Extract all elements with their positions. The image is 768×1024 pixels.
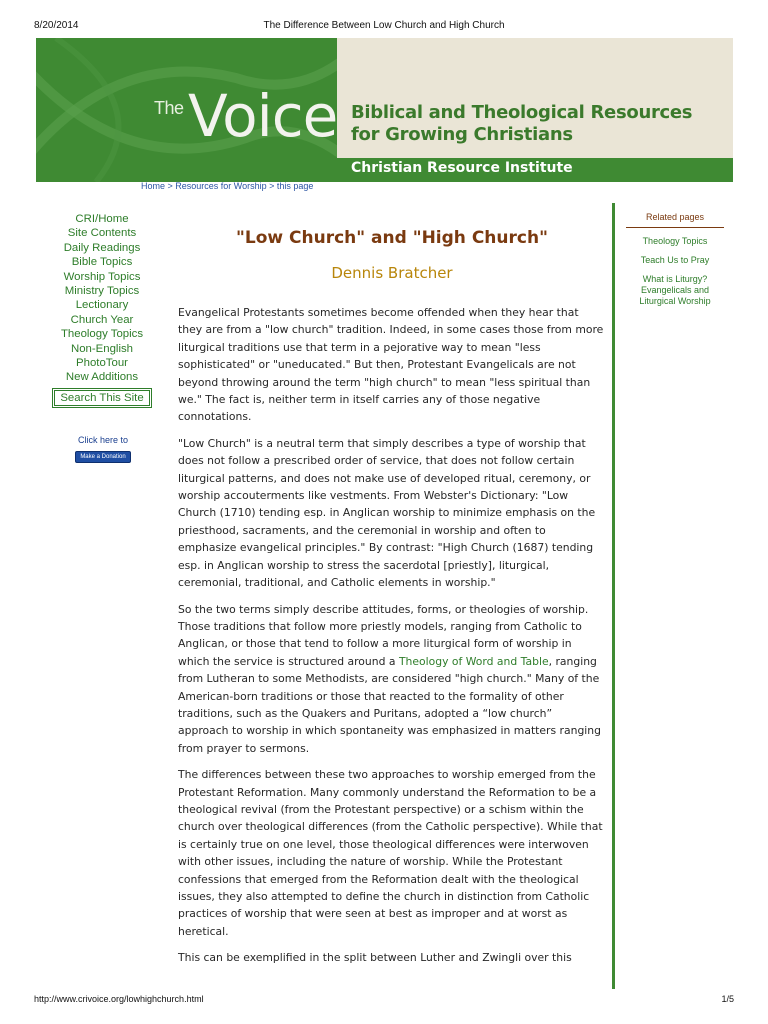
nav-item-lectionary[interactable]: Lectionary [75, 299, 129, 312]
donate-click-label[interactable]: Click here to [77, 435, 129, 445]
paragraph-3 [178, 601, 606, 758]
related-link-what-is-liturgy[interactable]: What is Liturgy? Evangelicals and Liturgical Worship [639, 274, 711, 306]
theology-word-table-link[interactable]: Theology of Word and Table [398, 654, 549, 668]
site-banner[interactable] [36, 38, 733, 182]
nav-item-ministry-topics[interactable]: Ministry Topics [64, 285, 140, 298]
print-date: 8/20/2014 [34, 20, 79, 31]
nav-item-bible-topics[interactable]: Bible Topics [71, 256, 133, 269]
related-link-teach-us-to-pray[interactable]: Teach Us to Pray [640, 255, 710, 265]
paragraph-3-end: , ranging from Lutheran to some Methodists, are considered "high church." Many of the American-born traditions or those that reacted to the formality of other traditions, such as the Quakers and Puritans, adopted a “low church” approach to worship in which spontaneity was emphasized in matters ranging from prayer to sermons. [178, 654, 601, 755]
paragraph-5: This can be exemplified in the split between Luther and Zwingli over this [178, 951, 572, 965]
breadcrumb-text[interactable]: Home > Resources for Worship > this page [141, 181, 314, 191]
print-page-number: 1/5 [721, 994, 734, 1004]
related-link-theology-topics[interactable]: Theology Topics [642, 236, 708, 246]
print-doc-title: The Difference Between Low Church and High Church [263, 20, 505, 31]
logo-the: The [154, 98, 184, 118]
nav-item-daily-readings[interactable]: Daily Readings [63, 241, 141, 254]
search-site-label: Search This Site [54, 390, 149, 406]
left-navigation [48, 212, 156, 408]
breadcrumb[interactable] [141, 181, 313, 191]
institute-bar [337, 158, 733, 182]
related-heading: Related pages [626, 212, 724, 228]
banner-logo-panel [36, 38, 337, 182]
nav-item-non-english[interactable]: Non-English [70, 342, 134, 355]
print-url: http://www.crivoice.org/lowhighchurch.html [34, 994, 204, 1004]
nav-item-theology-topics[interactable]: Theology Topics [60, 328, 144, 341]
paragraph-2: "Low Church" is a neutral term that simply describes a type of worship that does not follow a prescribed order of service, that does not follow certain liturgical patterns, and does not make use of developed ritual, ceremony, or worship accouterments like vestments. From Webster's Dictionary: "Low Church (1710) tending esp. in Anglican worship to minimize emphasis on the priesthood, sacraments, and the ceremonial in worship and often to emphasize evangelical principles." By contrast: "High Church (1687) tending esp. in Anglican worship to stress the sacerdotal [priestly], liturgical, ceremonial, traditional, and Catholic elements in worship." [178, 436, 596, 590]
nav-item-site-contents[interactable]: Site Contents [67, 227, 137, 240]
article-title: "Low Church" and "High Church" [236, 228, 548, 248]
institute-name: Christian Resource Institute [351, 160, 573, 176]
tagline-line1: Biblical and Theological Resources [351, 102, 693, 123]
sidebar-divider [612, 203, 615, 989]
paragraph-1: Evangelical Protestants sometimes become offended when they hear that they are from a "low church" tradition. Indeed, in some cases those from more liturgical traditions use that term in a pejorative way to mean "less sophisticated" or "uneducated." But then, Protestant Evangelicals are not beyond throwing around the term "high church" to mean "less spiritual than we." The fact is, neither term in itself carries any of those negative connotations. [178, 306, 604, 424]
paragraph-3-start: So the two terms simply describe attitudes, forms, or theologies of worship. Those traditions that follow more priestly models, ranging from Catholic to Anglican, or those that tend to follow a more liturgical form of worship in which the service is structured around a [178, 602, 589, 668]
print-header [0, 0, 768, 34]
donate-block [60, 435, 146, 463]
nav-item-new-additions[interactable]: New Additions [65, 371, 139, 384]
article-body [178, 304, 606, 976]
nav-item-cri-home[interactable]: CRI/Home [75, 213, 129, 225]
logo-voice: Voice [188, 82, 337, 150]
article [178, 224, 606, 965]
tagline-line2: for Growing Christians [351, 124, 573, 145]
nav-item-phototour[interactable]: PhotoTour [76, 357, 128, 370]
nav-item-worship-topics[interactable]: Worship Topics [63, 270, 141, 283]
paragraph-4: The differences between these two approaches to worship emerged from the Protestant Reformation. Many commonly understand the Reformation to be a theological revival (from the Protestant perspective) or a schism within the church over theological differences (from the Catholic perspective). While that is certainly true on one level, those theological differences were interwoven with other issues, including the nature of worship. While the Protestant confessions that emerged from the Reformation dealt with the theological issues, they also attempted to define the church in distinction from Catholic practices of worship that were seen at best as improper and at worst as heretical. [178, 768, 603, 938]
related-pages [626, 212, 724, 307]
search-site-button[interactable] [52, 388, 151, 408]
article-author: Dennis Bratcher [331, 264, 453, 282]
banner-tagline-panel [337, 38, 733, 158]
donate-button[interactable]: Make a Donation [75, 451, 130, 463]
nav-item-church-year[interactable]: Church Year [70, 313, 134, 326]
